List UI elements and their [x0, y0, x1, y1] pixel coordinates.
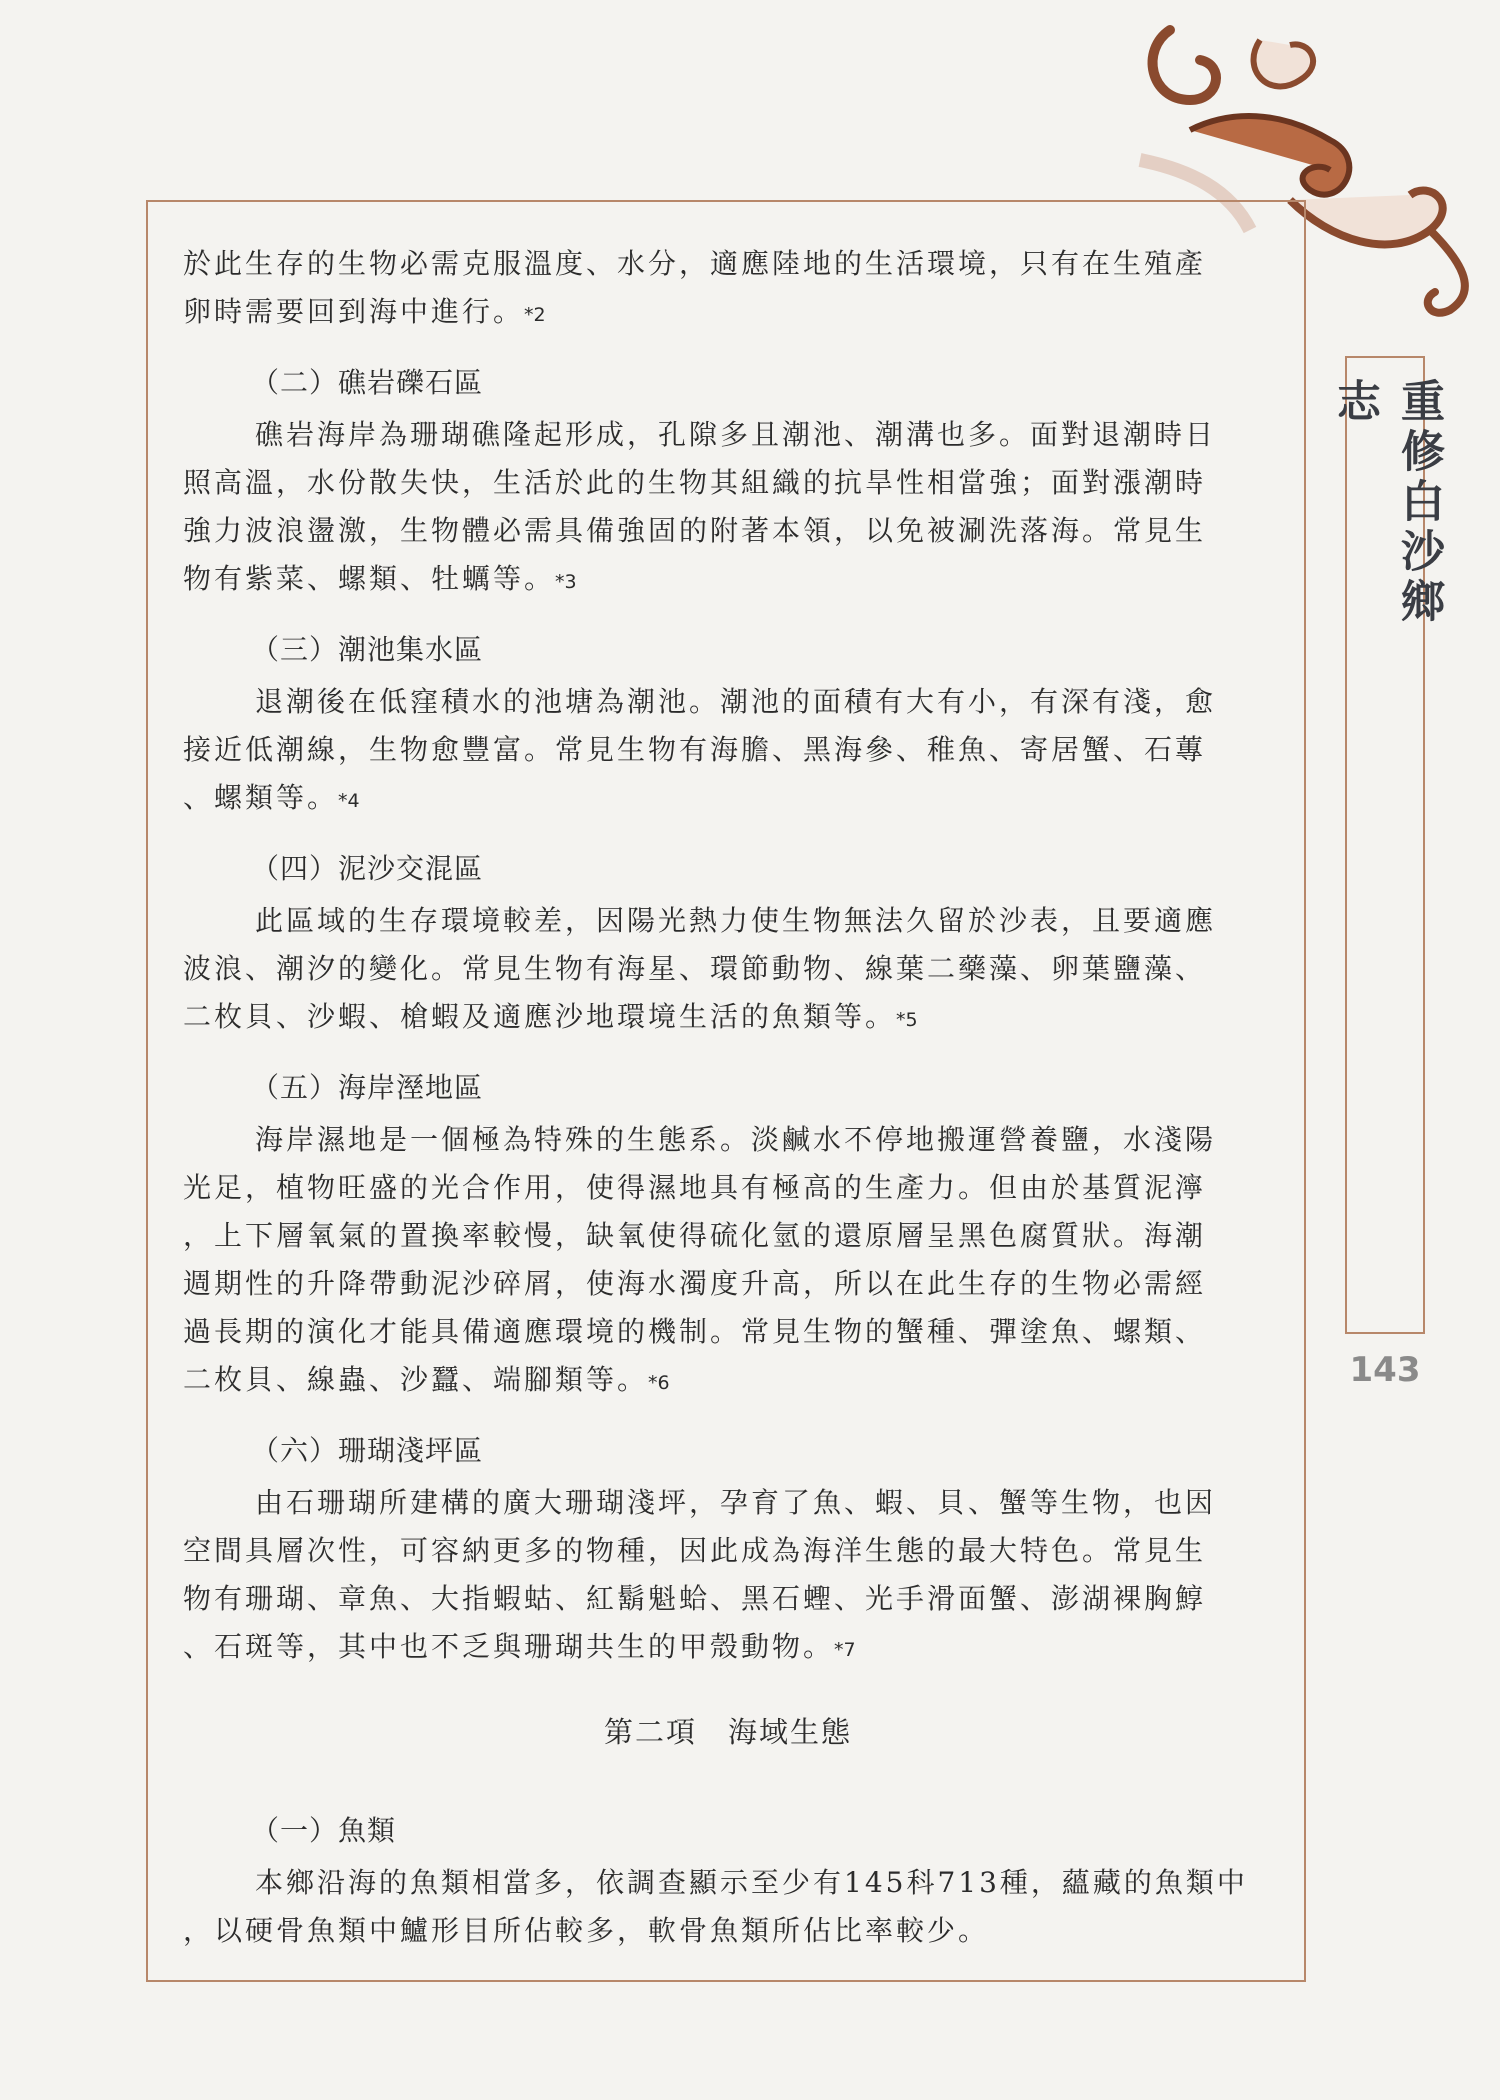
paragraph	[183, 1479, 1273, 1674]
text-line	[183, 678, 1273, 726]
text-line	[183, 411, 1273, 459]
text-line-content: 、螺類等。	[183, 781, 339, 814]
text-line-content: 強力波浪盪激，生物體必需具備強固的附著本領，以免被涮洗落海。常見生	[183, 514, 1207, 547]
footnote-marker: *2	[524, 304, 546, 326]
text-line	[183, 1260, 1273, 1308]
text-line	[183, 240, 1273, 288]
paragraph	[183, 1859, 1273, 1955]
text-line	[183, 945, 1273, 993]
subsection-heading: （六）珊瑚淺坪區	[251, 1434, 484, 1467]
text-line-content: 照高溫，水份散失快，生活於此的生物其組織的抗旱性相當強；面對漲潮時	[183, 466, 1207, 499]
paragraph	[183, 240, 1273, 339]
text-line	[183, 1527, 1273, 1575]
text-line-content: ，上下層氧氣的置換率較慢，缺氧使得硫化氫的還原層呈黑色腐質狀。海潮	[183, 1219, 1207, 1252]
text-line	[183, 1212, 1273, 1260]
text-line-content: 由石珊瑚所建構的廣大珊瑚淺坪，孕育了魚、蝦、貝、蟹等生物，也因	[255, 1486, 1217, 1519]
text-line-content: 接近低潮線，生物愈豐富。常見生物有海膽、黑海參、稚魚、寄居蟹、石蓴	[183, 733, 1207, 766]
text-line-content: ，以硬骨魚類中鱸形目所佔較多，軟骨魚類所佔比率較少。	[183, 1914, 990, 1947]
text-line	[183, 1907, 1273, 1955]
paragraph	[183, 678, 1273, 825]
text-line	[183, 1623, 1273, 1674]
footnote-marker: *3	[555, 571, 577, 593]
paragraph	[183, 1116, 1273, 1407]
text-line-content: 物有珊瑚、章魚、大指蝦蛄、紅鬍魁蛤、黑石蟶、光手滑面蟹、澎湖裸胸鯙	[183, 1582, 1207, 1615]
subsection-heading: （三）潮池集水區	[251, 633, 484, 666]
text-line-content: 於此生存的生物必需克服溫度、水分，適應陸地的生活環境，只有在生殖產	[183, 247, 1207, 280]
text-line	[183, 993, 1273, 1044]
subsection-heading: （四）泥沙交混區	[251, 852, 484, 885]
side-title: 重修白沙鄉志	[1329, 378, 1444, 628]
text-line-content: 本鄉沿海的魚類相當多，依調查顯示至少有145科713種，蘊藏的魚類中	[255, 1866, 1248, 1899]
text-line-content: 過長期的演化才能具備適應環境的機制。常見生物的蟹種、彈塗魚、螺類、	[183, 1315, 1207, 1348]
text-line-content: 、石斑等，其中也不乏與珊瑚共生的甲殼動物。	[183, 1630, 835, 1663]
text-line	[183, 1116, 1273, 1164]
text-line	[183, 1356, 1273, 1407]
subsection-heading: （五）海岸溼地區	[251, 1071, 484, 1104]
main-text-content	[183, 240, 1273, 1979]
footnote-marker: *7	[834, 1639, 856, 1661]
subsection-heading: （二）礁岩礫石區	[251, 366, 484, 399]
text-line-content: 卵時需要回到海中進行。	[183, 295, 525, 328]
page-number: 143	[1349, 1350, 1421, 1390]
text-line	[183, 288, 1273, 339]
text-line	[183, 1859, 1273, 1907]
text-line-content: 空間具層次性，可容納更多的物種，因此成為海洋生態的最大特色。常見生	[183, 1534, 1207, 1567]
paragraph	[183, 411, 1273, 606]
footnote-marker: *5	[896, 1009, 918, 1031]
text-line	[183, 726, 1273, 774]
text-line-content: 海岸濕地是一個極為特殊的生態系。淡鹹水不停地搬運營養鹽，水淺陽	[255, 1123, 1217, 1156]
footnote-marker: *6	[648, 1372, 670, 1394]
subsection-heading: （一）魚類	[251, 1814, 397, 1847]
text-line	[183, 897, 1273, 945]
text-line-content: 波浪、潮汐的變化。常見生物有海星、環節動物、線葉二藥藻、卵葉鹽藻、	[183, 952, 1207, 985]
footnote-marker: *4	[338, 790, 360, 812]
text-line	[183, 1479, 1273, 1527]
text-line-content: 物有紫菜、螺類、牡蠣等。	[183, 562, 556, 595]
text-line-content: 二枚貝、沙蝦、槍蝦及適應沙地環境生活的魚類等。	[183, 1000, 897, 1033]
text-line	[183, 1308, 1273, 1356]
text-line	[183, 459, 1273, 507]
text-line	[183, 555, 1273, 606]
text-line-content: 光足，植物旺盛的光合作用，使得濕地具有極高的生產力。但由於基質泥濘	[183, 1171, 1207, 1204]
text-line-content: 此區域的生存環境較差，因陽光熱力使生物無法久留於沙表，且要適應	[255, 904, 1217, 937]
text-line	[183, 507, 1273, 555]
text-line	[183, 1164, 1273, 1212]
text-line	[183, 1575, 1273, 1623]
text-line-content: 礁岩海岸為珊瑚礁隆起形成，孔隙多且潮池、潮溝也多。面對退潮時日	[255, 418, 1217, 451]
text-line	[183, 774, 1273, 825]
section-title: 第二項 海域生態	[603, 1715, 852, 1749]
paragraph	[183, 897, 1273, 1044]
text-line-content: 週期性的升降帶動泥沙碎屑，使海水濁度升高，所以在此生存的生物必需經	[183, 1267, 1207, 1300]
text-line-content: 二枚貝、線蟲、沙蠶、端腳類等。	[183, 1363, 649, 1396]
text-line-content: 退潮後在低窪積水的池塘為潮池。潮池的面積有大有小，有深有淺，愈	[255, 685, 1217, 718]
